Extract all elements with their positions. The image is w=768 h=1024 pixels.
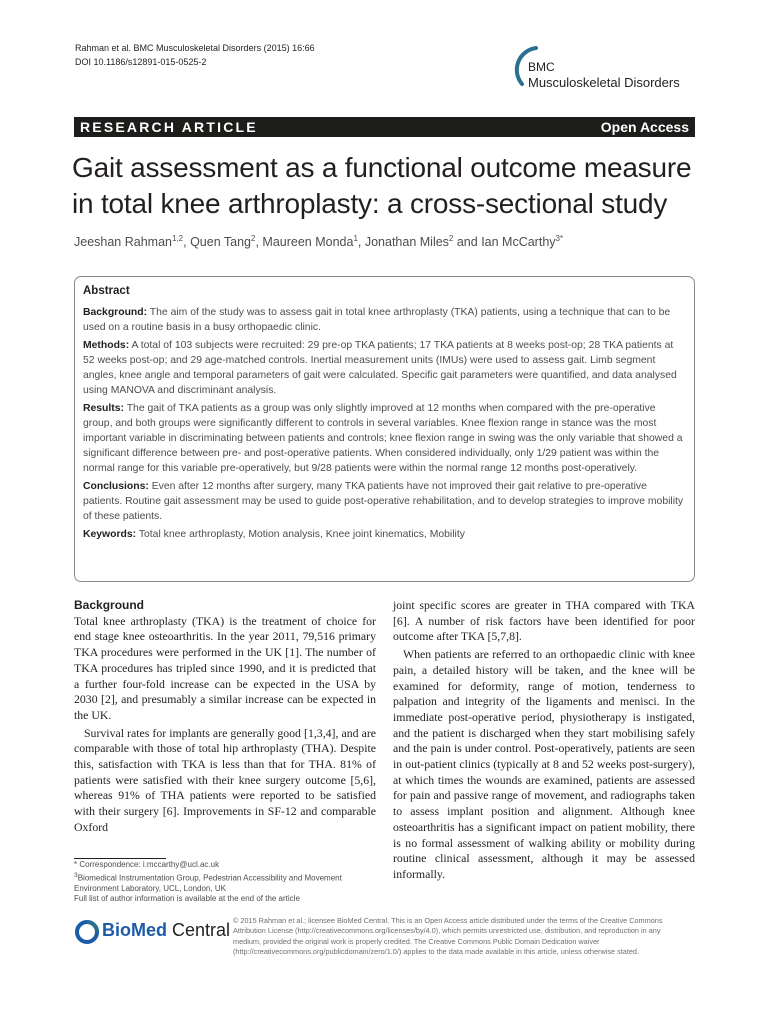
author-name: Jeeshan Rahman	[74, 235, 172, 250]
affiliation-sup: 3	[74, 871, 78, 879]
author-info-note: Full list of author information is available at the end of the article	[74, 894, 300, 904]
citation-line	[75, 41, 315, 55]
correspondence-note: * Correspondence: i.mccarthy@ucl.ac.uk	[74, 860, 220, 869]
abstract-paragraph	[83, 338, 686, 398]
abstract-text: Total knee arthroplasty, Motion analysis, Knee joint kinematics, Mobility	[136, 529, 465, 540]
section-heading-background: Background	[74, 598, 145, 612]
journal-logo-name: Musculoskeletal Disorders	[528, 75, 680, 90]
abstract-box	[74, 276, 695, 582]
abstract-paragraph	[83, 401, 686, 476]
author-name: Ian McCarthy	[481, 235, 556, 250]
affiliation-text: Biomedical Instrumentation Group, Pedestrian Accessibility and Movement Environment Laboratory, UCL, London, UK	[74, 873, 342, 893]
abstract-sections	[83, 305, 686, 542]
abstract-text: The aim of the study was to assess gait in total knee arthroplasty (TKA) patients, using a technique that can to be used on a routine basis in a busy orthopaedic clinic.	[83, 307, 671, 333]
body-paragraph: Total knee arthroplasty (TKA) is the treatment of choice for end stage knee osteoarthritis. In the year 2011, 79,516 primary TKA procedures were performed in the UK [1]. The number of TKA procedures has tripled since 1990, and it is predicted that a further four-fold increase can be expected in the USA by 2030 [2], and presumably a similar increase can be expected in the UK.	[74, 613, 376, 722]
author-separator: ,	[183, 235, 191, 250]
author-list	[74, 234, 563, 249]
journal-logo	[512, 44, 702, 94]
author-name: Jonathan Miles	[364, 235, 449, 250]
right-column	[393, 598, 695, 883]
left-column	[74, 598, 376, 836]
author-affiliation: 1	[353, 234, 358, 243]
article-title: Gait assessment as a functional outcome measure in total knee arthroplasty: a cross-sectional study	[72, 152, 692, 219]
publisher-name-rest: Central	[167, 920, 231, 940]
author-affiliation: 2	[448, 234, 454, 243]
abstract-text: A total of 103 subjects were recruited: 29 pre-op TKA patients; 17 TKA patients at 8 weeks post-op; 28 TKA patients at 52 weeks post-op; and 29 age-matched controls. Inertial measurement units (IMUs) were used to assess gait. Limb segment angles, knee angle and temporal parameters of gait were calculated. Specific gait parameters were quantified, and data analysed using MANOVA and discriminant analysis.	[83, 340, 677, 396]
biomed-swirl-icon	[74, 918, 102, 946]
author-affiliation: 2	[251, 234, 256, 243]
footnote-rule	[74, 858, 166, 859]
abstract-heading: Abstract	[83, 285, 130, 297]
author-separator: ,	[357, 235, 365, 250]
abstract-text: Even after 12 months after surgery, many TKA patients have not improved their gait relative to pre-operative patients. Routine gait assessment may be used to guide post-operative rehabilitation, and to develop strategies to improve mobility of these patients.	[83, 481, 684, 522]
article-type: RESEARCH ARTICLE	[80, 119, 258, 135]
body-paragraph: joint specific scores are greater in THA compared with TKA [6]. A number of risk factors have been identified for poor outcome after TKA [5,7,8].	[393, 598, 695, 644]
abstract-label: Background:	[83, 307, 148, 318]
author-separator: and	[453, 235, 482, 250]
publisher-name-bold: BioMed	[102, 920, 167, 940]
body-paragraph: Survival rates for implants are generally good [1,3,4], and are comparable with those of total hip arthroplasty (THA). Despite this, satisfaction with TKA is less than that for THA. 81% of patients were satisfied with their knee surgery outcome [5,6], whereas 91% of THA patients were reported to be satisfied with their surgery [6]. Improvements in SF-12 and comparable Oxford	[74, 725, 376, 834]
author-name: Quen Tang	[190, 235, 251, 250]
abstract-label: Methods:	[83, 340, 130, 351]
article-type-bar	[74, 117, 695, 137]
abstract-text: The gait of TKA patients as a group was only slightly improved at 12 months when compared with the pre-operative group, and both groups were significantly different to controls in several variables. Knee flexion range in stance was the most important variable in discriminating between patients and controls; knee flexion range in swing was the only variable that showed a significant difference between pre- and post-operative patients. When considered individually, only 1/29 patient was within the normal range for this variable pre-operatively, but 9/28 patients were within the normal range 12 months post-operatively.	[83, 403, 683, 474]
doi-line: DOI 10.1186/s12891-015-0525-2	[75, 57, 207, 67]
publisher-logo	[74, 918, 234, 948]
citation-block	[75, 41, 315, 69]
author-separator: ,	[255, 235, 263, 250]
publisher-name	[102, 920, 230, 941]
abstract-paragraph	[83, 527, 686, 542]
footnotes	[74, 860, 374, 905]
author-name: Maureen Monda	[262, 235, 354, 250]
citation-text: Rahman et al. BMC Musculoskeletal Disorders (2015) 16:66	[75, 43, 315, 53]
journal-logo-bmc: BMC	[528, 60, 555, 74]
affiliation-note	[74, 871, 374, 895]
abstract-paragraph	[83, 479, 686, 524]
author-affiliation: 1,2	[171, 234, 184, 243]
body-paragraph: When patients are referred to an orthopaedic clinic with knee pain, a detailed history will be taken, and the knee will be examined for deformity, range of motion, tenderness to palpation and integrity of the ligaments and menisci. In the immediate post-operative period, physiotherapy is instigated, and the patient is discharged when they start mobilising safely and the pain is under control. Post-operatively, patients are seen in out-patient clinics (typically at 8 and 52 weeks post-surgery), at which times the wounds are examined, patients are assessed for pain and passive range of movement, and radiographs taken to assess implant position and alignment. Although knee osteoarthritis has a significant impact on patient mobility, there is no formal assessment of walking ability or mobility during routine clinical assessment, although it may be assessed informally.	[393, 647, 695, 881]
abstract-label: Conclusions:	[83, 481, 149, 492]
license-statement: © 2015 Rahman et al.; licensee BioMed Central. This is an Open Access article distributed under the terms of the Creative Commons Attribution License (http://creativecommons.org/licenses/by/4.0), which permits unrestricted use, distribution, and reproduction in any medium, provided the original work is properly credited. The Creative Commons Public Domain Dedication waiver (http://creativecommons.org/publicdomain/zero/1.0/) applies to the data made available in this article, unless otherwise stated.	[233, 916, 663, 956]
author-affiliation: 3*	[555, 234, 564, 243]
abstract-label: Results:	[83, 403, 124, 414]
abstract-label: Keywords:	[83, 529, 137, 540]
abstract-paragraph	[83, 305, 686, 335]
open-access-badge: Open Access	[600, 119, 689, 135]
